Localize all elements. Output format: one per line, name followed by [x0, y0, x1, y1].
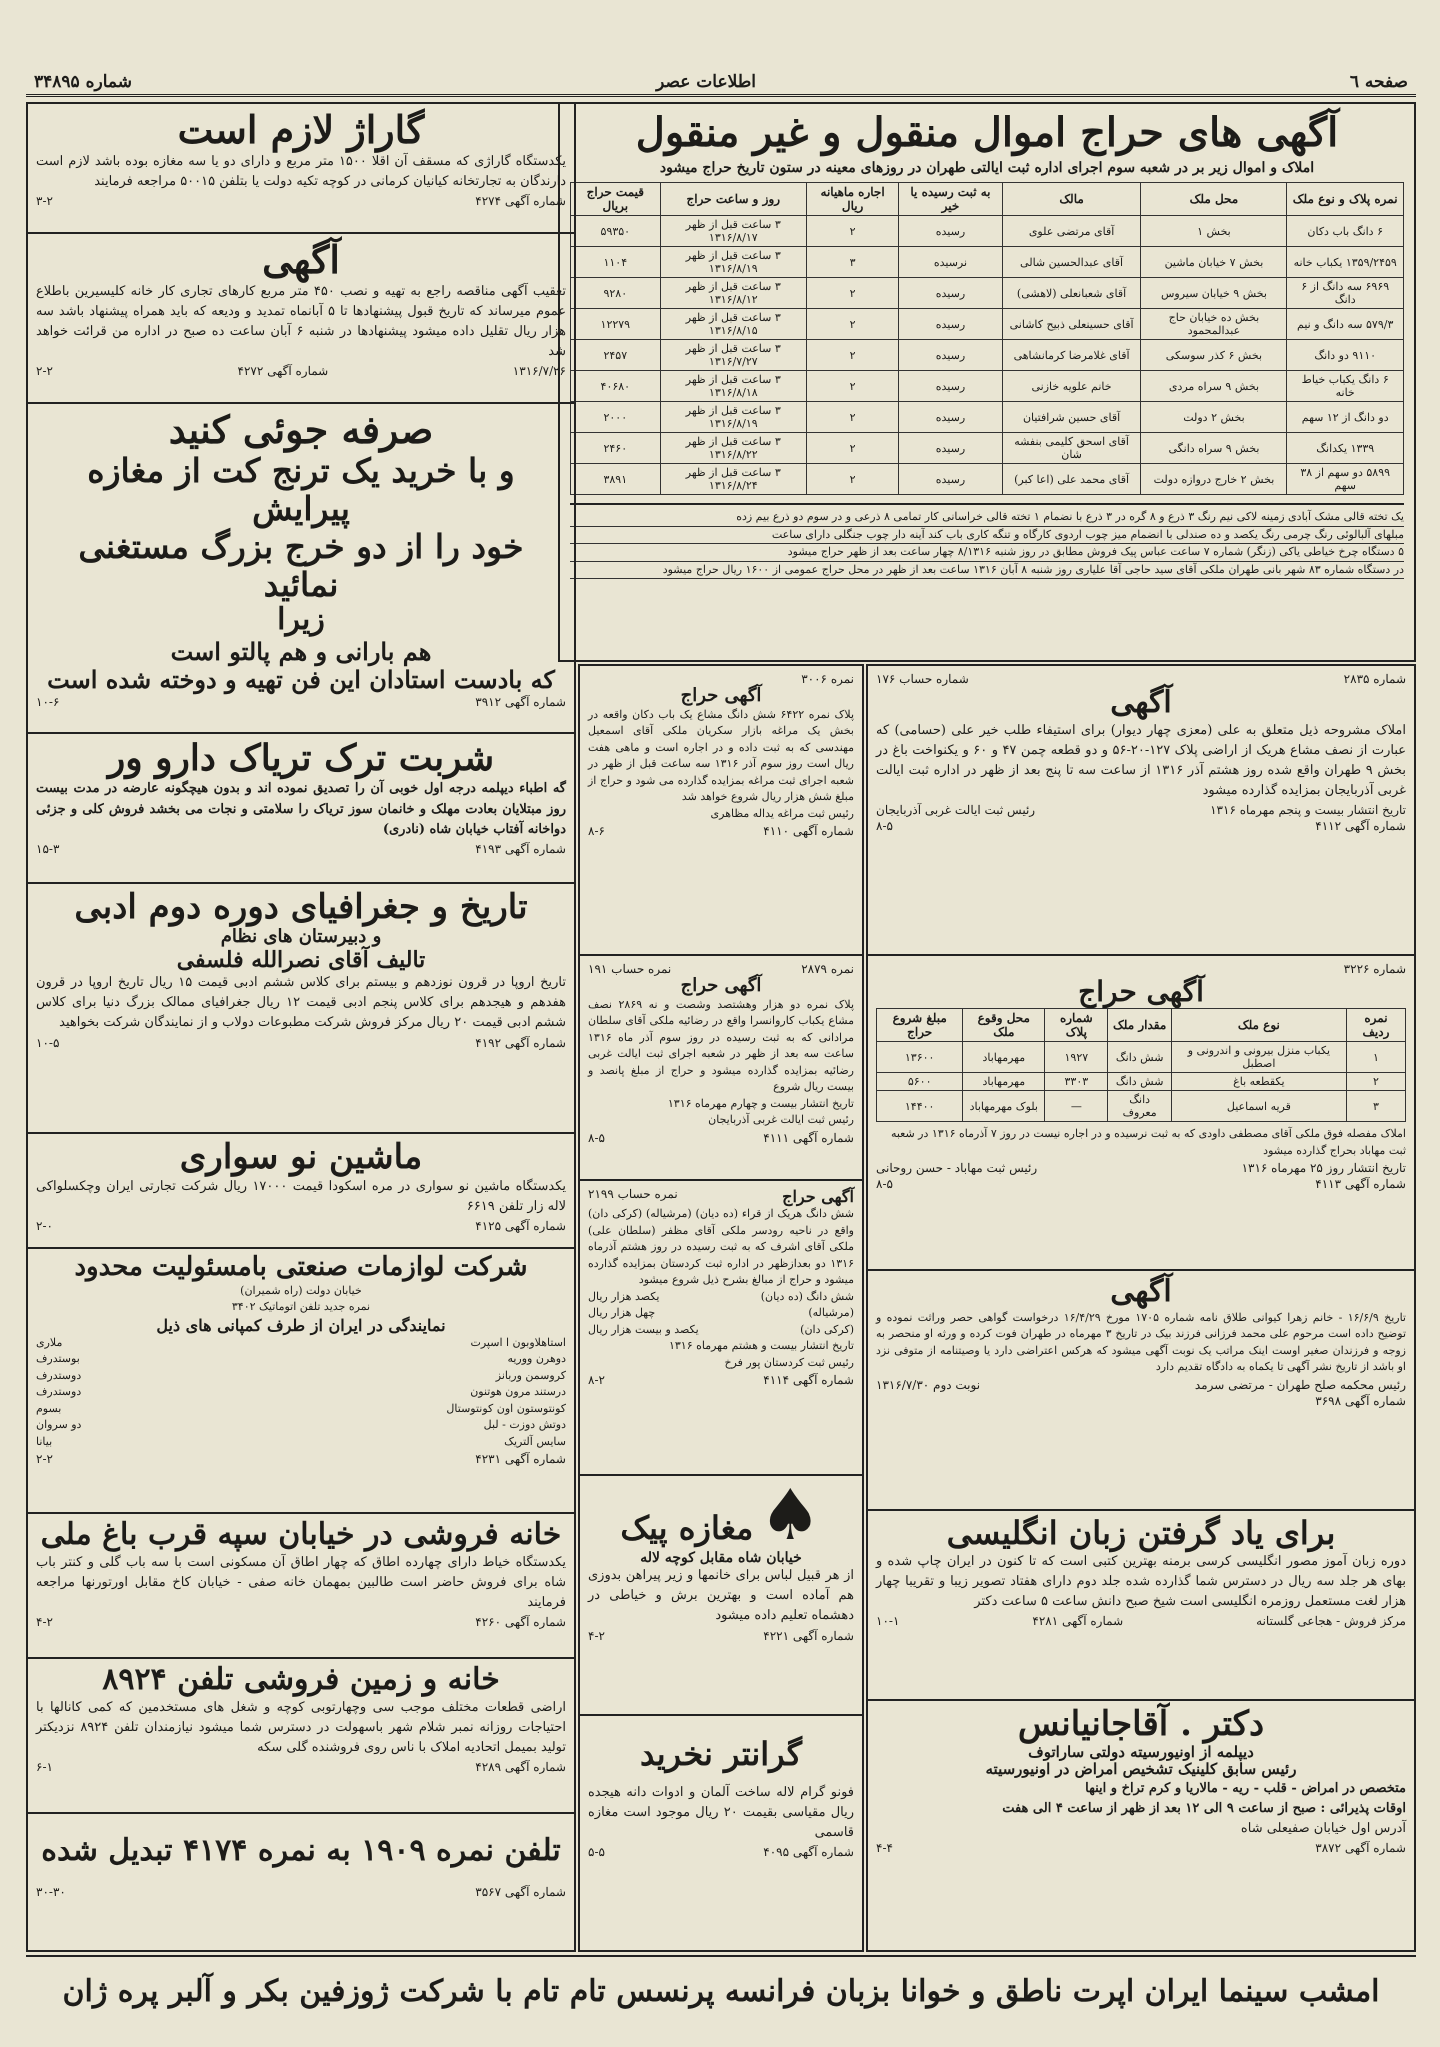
price-label: (مرشیاله) — [808, 1306, 854, 1319]
auction-cell: ۲ — [806, 402, 898, 433]
haraj-table-cell: یکباب منزل بیرونی و اندرونی و اصطبل — [1171, 1042, 1346, 1073]
car-code: ۲-۰ — [36, 1219, 53, 1234]
auction-cell: ۳ ساعت قبل از ظهر ۱۳۱۶/۸/۱۷ — [660, 216, 806, 247]
haraj-table-ad — [868, 956, 1414, 1271]
small-haraj3-body: شش دانگ هریک از قراء (ده دیان) (مرشیاله) (کرکی دان) واقع در ناحیه رودسر ملکی آقای مظفر (سلطان علی) ملکی آقای اشرف که به ثبت رسیده در روز هشتم آذرماه ۱۳۱۶ دو بعدازظهر در اداره ثبت کردستان بمزایده گذارده میشود و حراج از مبالغ بشرح ذیل شروع میشود — [588, 1207, 854, 1286]
agahi1-ad — [28, 234, 574, 404]
auction-row — [571, 309, 1404, 340]
haraj-table-cell: ۱۹۲۷ — [1045, 1042, 1108, 1073]
auction-row — [571, 216, 1404, 247]
sanati-item — [36, 1434, 566, 1451]
pike-header — [588, 1476, 854, 1556]
agahi1-body: تعقیب آگهی مناقصه راجع به تهیه و نصب ۴۵۰ متر مربع کارهای تجاری کار خانه کلیسیرین باطلاع عموم میرساند که تاریخ قبول پیشنهادها تا ۵ آبانماه تمدید و ودیعه که باید همراه پیشنهاد باشد سه هزار ریال تقلیل داده میشود پیشنهادها در شنبه ۶ آبان ساعت ده صبح در اداره من قرائت خواهد شد — [36, 283, 566, 360]
haraj-table-row — [877, 1073, 1406, 1091]
house-phone-code: ۶-۱ — [36, 1759, 53, 1774]
mid-agahi-code: ۸-۵ — [876, 819, 893, 834]
small-haraj1-signer: رئیس ثبت مراغه یداله مظاهری — [710, 806, 854, 820]
granter-ad-no: شماره آگهی ۴۰۹۵ — [763, 1845, 854, 1860]
sanati-item — [36, 1335, 566, 1352]
tel-change-title: تلفن نمره ۱۹۰۹ به نمره ۴۱۷۴ تبدیل شده — [41, 1833, 561, 1868]
price-value: چهل هزار ریال — [588, 1306, 656, 1319]
mid-agahi-body: املاک مشروحه ذیل متعلق به علی (معزی چهار دیوار) برای استیفاء طلب خیر علی (حسامی) که عبارت از نصف مشاع هریک از اراضی پلاک ۱۲۷-۲۰-۵۶ و دو قطعه چمن ۴۷ و ۶۰ و یکنواخت باغ در بخش ۹ طهران واقع شده روز هشتم آذر ۱۳۱۶ از ساعت سه تا پنج بعد از ظهر در اداره ثبت ایالت غربی آذربایجان بمزایده گذارده میشود — [876, 722, 1406, 798]
haraj-table-cell: ۳۳۰۳ — [1045, 1073, 1108, 1091]
auction-cell: خانم علویه خازنی — [1002, 371, 1141, 402]
auction-cell: آقای محمد علی (اعا کبر) — [1002, 464, 1141, 495]
garage-code: ۳-۲ — [36, 193, 53, 208]
haraj-table-code: ۸-۵ — [876, 1177, 893, 1192]
auction-header-cell: روز و ساعت حراج — [660, 183, 806, 216]
auction-cell: ۶ دانگ یکباب خیاط خانه — [1287, 371, 1404, 402]
sanati-ad — [28, 1249, 574, 1514]
small-haraj2-no: نمره ۲۸۷۹ — [801, 962, 854, 976]
agahi1-title: آگهی — [262, 237, 340, 282]
auction-cell: بخش ۲ دولت — [1141, 402, 1287, 433]
sharbat-ad — [28, 734, 574, 884]
agahi1-code: ۲-۲ — [36, 364, 53, 379]
sanati-item — [36, 1351, 566, 1368]
court-agahi-body: تاریخ ۱۶/۶/۹ - خانم زهرا کیوانی طلاق نامه شماره ۱۷۰۵ مورخ ۱۶/۴/۲۹ درخواست گواهی حصر وراثت نموده و توضیح داده است مرحوم علی محمد فرزانی فرزند بیک در تاریخ ۳ مهرماه در طهران فوت کرده و ورثه او منحصر به زوجه و فرزندان صغیر اوست اینک مراتب یک نوبت آگهی میشود که هرکس اعتراضی دارد یا وصیتنامه از متوفی نزد او باشد از تاریخ نشر آگهی تا یکماه به دادگاه تقدیم دارد — [876, 1310, 1407, 1373]
haraj-table-signer: رئیس ثبت مهاباد - حسن روحانی — [876, 1161, 1038, 1176]
mid-agahi-ad-no: شماره آگهی ۴۱۱۲ — [1315, 819, 1406, 834]
mid-agahi-no: شماره ۲۸۳۵ — [1343, 672, 1406, 686]
cinema-banner: امشب سینما ایران اپرت ناطق و خوانا بزبان فرانسه پرنسس تام تام با شرکت ژوزفین بکر و آلبر پره ژان — [26, 1955, 1416, 2027]
auction-header-cell: قیمت حراج بریال — [571, 183, 661, 216]
small-haraj2-body: پلاک نمره دو هزار وهشتصد وشصت و نه ۲۸۶۹ نصف مشاع یکباب کاروانسرا واقع در رضائیه ملکی آقای سلطان مرادانی که به ثبت رسیده در روز سوم آذر ماه ۱۳۱۶ ساعت سه بعد از ظهر در شعبه اجرای ثبت ایالت غربی رضائیه بمزایده گذارده میشود و حراج از مبلغ پانصد و بیست ریال شروع — [588, 997, 855, 1094]
house-sale-ad-no: شماره آگهی ۴۲۶۰ — [475, 1614, 566, 1629]
sanati-item-name: دوتش دوزت - لبل — [483, 1418, 566, 1432]
house-sale-title: خانه فروشی در خیابان سپه قرب باغ ملی — [40, 1517, 562, 1552]
auction-cell: ۲ — [806, 464, 898, 495]
sharbat-body: گه اطباء دیپلمه درجه اول خوبی آن را تصدیق نموده اند و بدون هیچگونه عارضه در مدت بیست روز مبتلایان بعادت مهلک و خانمان سوز تریاک را سلامتی و نجات می بخشد فروش کلی و جزئی دواخانه آفتاب خیابان شاه (نادری) — [36, 781, 566, 837]
auction-note: مبلهای آلبالوئی رنگ چرمی رنگ یکصد و ده صندلی با انضمام میز چوب اردوی کارگاه و تنگه کاری باب کند آینه دار چوب جنگلی دارای ساعت — [570, 527, 1404, 545]
auction-cell: ۹۱۱۰ دو دانگ — [1287, 340, 1404, 371]
auction-cell: بخش ۷ خیابان ماشین — [1141, 247, 1287, 278]
auction-note: یک تخته قالی مشک آبادی زمینه لاکی نیم رنگ ۳ ذرع و ۸ گره در ۳ ذرع با نضمام ۱ تخته قالی خراسانی کار تمامی ۸ ذرعی و در سوم دو ذرع بیم زده — [570, 509, 1404, 527]
haraj-table-cell: شش دانگ — [1108, 1073, 1171, 1091]
court-agahi-ad — [868, 1271, 1414, 1511]
spade-icon: ♠ — [758, 1476, 822, 1556]
auction-row — [571, 402, 1404, 433]
english-ad — [868, 1511, 1414, 1701]
doctor-line2: رئیس سابق کلینیک تشخیص امراض در اونیورسیته — [985, 1760, 1297, 1779]
doctor-code: ۴-۴ — [876, 1841, 893, 1856]
auction-cell: ۴۰۶۸۰ — [571, 371, 661, 402]
sanati-item-city: دوستدرف — [36, 1368, 82, 1382]
small-haraj3-title: آگهی حراج — [782, 1187, 854, 1206]
car-ad-no: شماره آگهی ۴۱۲۵ — [475, 1219, 566, 1234]
auction-cell: آقای حسینعلی ذبیح کاشانی — [1002, 309, 1141, 340]
auction-cell: بخش ۲ خارج دروازه دولت — [1141, 464, 1287, 495]
auction-cell: ۲ — [806, 433, 898, 464]
mid-agahi-title: آگهی — [1110, 685, 1172, 720]
auction-intro: املاک و اموال زیر بر در شعبه سوم اجرای اداره ثبت ایالتی طهران در روزهای معینه در ستون تاریخ حراج میشود — [659, 160, 1315, 176]
auction-cell: آقای مرتضی علوی — [1002, 216, 1141, 247]
doctor-line4: اوقات پذیرائی : صبح از ساعت ۹ الی ۱۲ بعد از ظهر از ساعت ۴ الی هفت — [1002, 1800, 1406, 1816]
house-phone-ad-no: شماره آگهی ۴۲۸۹ — [475, 1759, 566, 1774]
auction-cell: آقای شعبانعلی (لاهشی) — [1002, 278, 1141, 309]
haraj-table-cell: مهرمهاباد — [963, 1042, 1045, 1073]
small-haraj2-code: ۸-۵ — [588, 1130, 605, 1145]
auction-cell: ۲۴۶۰ — [571, 433, 661, 464]
auction-cell: ۱۱۰۴ — [571, 247, 661, 278]
sanati-agency: نمایندگی در ایران از طرف کمپانی های ذیل — [156, 1315, 446, 1335]
sanati-code: ۲-۲ — [36, 1452, 53, 1467]
doctor-line3: متخصص در امراض - قلب - ریه - مالاریا و کرم تراخ و اینها — [1085, 1780, 1406, 1796]
auction-header-cell: محل ملک — [1141, 183, 1287, 216]
sanati-item-name: سایس آلتریک — [504, 1434, 566, 1448]
house-sale-body: یکدستگاه خیاط دارای چهارده اطاق که چهار اطاق آن مسکونی است با سه باب گلی و کنتر باب شاه برای فروش حاضر است طالبین بمهمان خانه صفی - خیابان کاخ مقابل اورتورنها مراجعه فرمایند — [36, 1554, 566, 1610]
auction-cell: ۲ — [806, 340, 898, 371]
torang-line5: هم بارانی و هم پالتو است — [170, 636, 432, 666]
pike-ad-no: شماره آگهی ۴۲۲۱ — [763, 1628, 854, 1643]
auction-cell: ۳۸۹۱ — [571, 464, 661, 495]
garage-ad — [28, 104, 574, 234]
auction-row — [571, 247, 1404, 278]
auction-cell: ۱۲۲۷۹ — [571, 309, 661, 340]
auction-header-cell: اجاره ماهیانه ریال — [806, 183, 898, 216]
doctor-ad-no: شماره آگهی ۳۸۷۲ — [1315, 1841, 1406, 1856]
small-haraj3-account: نمره حساب ۲۱۹۹ — [588, 1187, 678, 1201]
haraj-table-body: املاک مفصله فوق ملکی آقای مصطفی داودی که به ثبت نرسیده و در اجاره نیست در روز ۷ آذرماه ۱۳۱۶ در شعبه ثبت مهاباد بحراج گذارده میشود — [890, 1127, 1406, 1157]
pike-body: از هر قبیل لباس برای خانمها و زیر پیراهن بدوزی هم آماده است و بهترین برش و خیاطی در دهشماه تعلیم داده میشود — [588, 1568, 854, 1624]
house-phone-body: اراضی قطعات مختلف موجب سی وچهارتوبی کوچه و شغل های مستخدمین که کمی کانالها با احتیاجات روزانه نمبر شلام شهر باسهولت در دسترس شما میشود نیازمندان تلفن ۸۹۲۴ نزدیکتر تولید بمیمل اتحادیه املاک با ناس روی فروشنده گلی سکه — [36, 1699, 566, 1755]
sanati-item-name: کروسمن وربانز — [495, 1368, 566, 1382]
doctor-line5: آدرس اول خیابان صفیعلی شاه — [1240, 1820, 1406, 1836]
small-haraj2-ad-no: شماره آگهی ۴۱۱۱ — [763, 1130, 854, 1145]
auction-cell: بخش ۹ سراه مردی — [1141, 371, 1287, 402]
auction-row — [571, 340, 1404, 371]
small-haraj2-date: تاریخ انتشار بیست و چهارم مهرماه ۱۳۱۶ — [667, 1096, 854, 1110]
auction-cell: آقای اسحق کلیمی بنفشه شان — [1002, 433, 1141, 464]
sanati-item — [36, 1417, 566, 1434]
doctor-title: دکتر . آقاجانیانس — [1017, 1704, 1265, 1744]
sharbat-ad-no: شماره آگهی ۴۱۹۳ — [475, 841, 566, 856]
small-haraj1-ad — [580, 666, 862, 956]
torang-line1: صرفه جوئی کنید — [168, 407, 434, 452]
english-seller: مرکز فروش - هجاعی گلستانه — [1256, 1614, 1406, 1629]
torang-line6: که بادست استادان این فن تهیه و دوخته شده است — [47, 664, 555, 694]
car-title: ماشین نو سواری — [179, 1137, 423, 1177]
paper-name: اطلاعات عصر — [656, 72, 756, 92]
haraj-table-cell: مهرمهاباد — [963, 1073, 1045, 1091]
haraj-table-row — [877, 1091, 1406, 1122]
court-agahi-date: نوبت دوم ۱۳۱۶/۷/۳۰ — [876, 1377, 981, 1392]
auction-cell: ۲ — [806, 309, 898, 340]
auction-cell: ۳ ساعت قبل از ظهر ۱۳۱۶/۷/۲۷ — [660, 340, 806, 371]
small-haraj1-code: ۸-۶ — [588, 824, 605, 839]
granter-ad — [580, 1716, 862, 1950]
auction-cell: ۲ — [806, 278, 898, 309]
auction-cell: ۳ ساعت قبل از ظهر ۱۳۱۶/۸/۱۹ — [660, 247, 806, 278]
small-haraj3-ad — [580, 1181, 862, 1476]
auction-cell: بخش ۹ خیابان سیروس — [1141, 278, 1287, 309]
auction-cell: بخش ۱ — [1141, 216, 1287, 247]
haraj-table-header-cell: نوع ملک — [1171, 1009, 1346, 1042]
auction-cell: رسیده — [899, 464, 1002, 495]
car-body: یکدستگاه ماشین نو سواری در مره اسکودا قیمت ۱۷۰۰۰ ریال شرکت تجارتی ایران وچکسلواکی لاله زار تلفن ۶۶۱۹ — [36, 1179, 566, 1215]
torang-ad — [28, 404, 574, 734]
garage-title: گاراژ لازم است — [177, 107, 425, 152]
sanati-title: شرکت لوازمات صنعتی بامسئولیت محدود — [74, 1252, 528, 1282]
haraj-table — [876, 1008, 1406, 1122]
haraj-table-header-cell: شماره پلاک — [1045, 1009, 1108, 1042]
haraj-table-header-cell: مبلغ شروع حراج — [877, 1009, 963, 1042]
auction-cell: ۵۸۹۹ دو سهم از ۳۸ سهم — [1287, 464, 1404, 495]
haraj-table-cell: یکقطعه باغ — [1171, 1073, 1346, 1091]
auction-cell: بخش ده خیابان حاج عبدالمحمود — [1141, 309, 1287, 340]
haraj-table-cell: شش دانگ — [1108, 1042, 1171, 1073]
small-haraj1-ad-no: شماره آگهی ۴۱۱۰ — [763, 824, 854, 839]
mid-agahi-signer: رئیس ثبت ایالت غربی آذربایجان — [876, 803, 1036, 818]
auction-cell: ۳ ساعت قبل از ظهر ۱۳۱۶/۸/۱۲ — [660, 278, 806, 309]
sanati-item — [36, 1384, 566, 1401]
auction-note: در دستگاه شماره ۸۳ شهر بانی طهران ملکی آقای سید حاجی آقا علیاری روز شنبه ۸ آبان ۱۳۱۶ ساعت بعد از ظهر در محل حراج عمومی از ۱۶۰۰ ریال حراج میشود — [570, 562, 1404, 580]
auction-cell: ۵۷۹/۳ سه دانگ و نیم — [1287, 309, 1404, 340]
sanati-items — [36, 1335, 566, 1451]
sanati-address: خیابان دولت (راه شمیران) — [240, 1283, 362, 1297]
car-ad — [28, 1134, 574, 1249]
auction-cell: رسیده — [899, 433, 1002, 464]
haraj-table-cell: ۱۴۴۰۰ — [877, 1091, 963, 1122]
page-header — [26, 72, 1416, 97]
sanati-item-name: کونتوستون اون کونتوستال — [446, 1401, 566, 1415]
mid-agahi-account: شماره حساب ۱۷۶ — [876, 672, 969, 686]
granter-title: گرانتر نخرید — [639, 1735, 803, 1773]
auction-cell: آقای حسین شرافتیان — [1002, 402, 1141, 433]
history-author: تالیف آقای نصرالله فلسفی — [176, 946, 426, 973]
haraj-table-date: تاریخ انتشار روز ۲۵ مهرماه ۱۳۱۶ — [1241, 1161, 1406, 1176]
haraj-table-row — [877, 1042, 1406, 1073]
house-sale-code: ۴-۲ — [36, 1614, 53, 1629]
auction-cell: ۲۰۰۰ — [571, 402, 661, 433]
auction-cell: آقای غلامرضا کرمانشاهی — [1002, 340, 1141, 371]
auction-cell: رسیده — [899, 340, 1002, 371]
auction-table — [570, 182, 1404, 495]
history-ad — [28, 884, 574, 1134]
haraj-table-cell: ۱ — [1346, 1042, 1405, 1073]
small-haraj1-body: پلاک نمره ۶۴۲۲ شش دانگ مشاع یک باب دکان واقعه در بخش یک مراغه بازار سکریان ملکی آقای اسمعیل مهندسی که به ثبت داده و در اجاره است و ماهی هفت ریال است روز سوم آذر ۱۳۱۶ سه ساعت قبل از ظهر در شعبه اجرای ثبت مراغه بمزایده گذارده می شود و حراج از مبلغ شش هزار ریال شروع خواهد شد — [588, 707, 855, 804]
small-haraj3-code: ۸-۲ — [588, 1373, 605, 1387]
auction-cell: ۳ — [806, 247, 898, 278]
small-haraj1-no: نمره ۳۰۰۶ — [801, 672, 854, 686]
haraj-table-no: شماره ۳۲۲۶ — [1343, 962, 1406, 976]
auction-cell: ۳ ساعت قبل از ظهر ۱۳۱۶/۸/۱۵ — [660, 309, 806, 340]
auction-row — [571, 278, 1404, 309]
tel-change-code: ۳۰-۳۰ — [36, 1884, 66, 1899]
english-body: دوره زبان آموز مصور انگلیسی کرسی برمنه بهترین کتبی است که تا کنون در ایران چاپ شده و بهای هر جلد سه ریال در دسترس شما گذارده شده جلد دوم دارای هفتاد تصویر زیبا و تقریبا چهار هزار لغت مستعمل روزمره انگلیسی است شیخ صبح دانش ساعت ۵ ساعت دکتر — [876, 1553, 1406, 1610]
sharbat-title: شربت ترک تریاک دارو ور — [107, 737, 495, 779]
haraj-table-cell: ۵۶۰۰ — [877, 1073, 963, 1091]
small-haraj3-ad-no: شماره آگهی ۴۱۱۴ — [763, 1373, 854, 1387]
auction-cell: ۵۹۳۵۰ — [571, 216, 661, 247]
small-haraj2-ad — [580, 956, 862, 1181]
sanati-phone: نمره جدید تلفن اتوماتیک ۳۴۰۲ — [231, 1300, 371, 1314]
history-ad-no: شماره آگهی ۴۱۹۲ — [475, 1035, 566, 1050]
auction-cell: ۶۹۶۹ سه دانگ از ۶ دانگ — [1287, 278, 1404, 309]
granter-code: ۵-۵ — [588, 1845, 605, 1860]
sharbat-code: ۱۵-۳ — [36, 841, 60, 856]
middle-column — [578, 664, 864, 1952]
auction-cell: رسیده — [899, 216, 1002, 247]
small-haraj2-signer: رئیس ثبت ایالت غربی آذربایجان — [708, 1113, 854, 1127]
sanati-item-name: دوهرن ووریه — [507, 1352, 566, 1366]
haraj-table-header-cell: مقدار ملک — [1108, 1009, 1171, 1042]
auction-cell: ۳ ساعت قبل از ظهر ۱۳۱۶/۸/۲۲ — [660, 433, 806, 464]
haraj-table-cell: قریه اسماعیل — [1171, 1091, 1346, 1122]
small-haraj3-date: تاریخ انتشار بیست و هشتم مهرماه ۱۳۱۶ — [668, 1339, 854, 1352]
pike-ad — [580, 1476, 862, 1716]
sanati-item — [36, 1368, 566, 1385]
auction-cell: رسیده — [899, 309, 1002, 340]
small-haraj3-signer: رئیس ثبت کردستان پور فرخ — [724, 1355, 854, 1369]
sanati-item-city: دو سروان — [36, 1418, 82, 1432]
left-column — [26, 102, 576, 1952]
auction-cell: دو دانگ از ۱۲ سهم — [1287, 402, 1404, 433]
price-row — [588, 1289, 854, 1306]
small-haraj1-title: آگهی حراج — [680, 685, 762, 706]
haraj-table-cell: بلوک مهرمهاباد — [963, 1091, 1045, 1122]
price-value: یکصد هزار ریال — [588, 1289, 660, 1303]
torang-line3: خود را از دو خرج بزرگ مستغنی نمائید — [78, 526, 524, 604]
auction-cell: ۲ — [806, 216, 898, 247]
garage-body: یکدستگاه گاراژی که مسقف آن اقلا ۱۵۰۰ متر مربع و دارای دو یا سه مغازه بوده باشد لازم است دارندگان به تجارتخانه کیانیان کرمانی در کوچه تکیه دولت یا بتلفن ۵۰۰۱۵ مراجعه فرمایند — [36, 153, 566, 189]
sanati-item-city: دوستدرف — [36, 1385, 82, 1399]
sanati-ad-no: شماره آگهی ۴۲۳۱ — [475, 1452, 566, 1467]
house-phone-title: خانه و زمین فروشی تلفن ۸۹۲۴ — [102, 1662, 500, 1697]
history-body: تاریخ اروپا در قرون نوزدهم و بیستم برای کلاس ششم ادبی قیمت ۱۵ ریال تاریخ اروپا در قرون هفدهم و هیجدهم برای کلاس پنجم ادبی قیمت ۱۲ ریال جغرافیای ممالک بزرگ دنیا برای کلاس ششم ادبی قیمت ۲۰ ریال مرکز فروش شرکت مطبوعات دولاب و از نمایندگان شرکت بخواهید — [36, 975, 567, 1031]
page-number: صفحه ٦ — [1349, 72, 1408, 92]
auction-cell: بخش ۶ کذر سوسکی — [1141, 340, 1287, 371]
auction-cell: رسیده — [899, 371, 1002, 402]
tel-change-ad-no: شماره آگهی ۳۵۶۷ — [475, 1884, 566, 1899]
auction-cell: رسیده — [899, 278, 1002, 309]
auction-cell: ۱۳۵۹/۲۴۵۹ یکباب خانه — [1287, 247, 1404, 278]
house-phone-ad — [28, 1659, 574, 1814]
torang-line2: و با خرید یک ترنج کت از مغازه پیرایش — [87, 450, 515, 528]
haraj-table-cell: ۳ — [1346, 1091, 1405, 1122]
auction-cell: ۲ — [806, 371, 898, 402]
sanati-item — [36, 1401, 566, 1418]
sanati-item-city: ملاری — [36, 1335, 63, 1349]
auction-section — [558, 102, 1416, 662]
doctor-ad — [868, 1701, 1414, 1950]
auction-cell: ۳ ساعت قبل از ظهر ۱۳۱۶/۸/۲۴ — [660, 464, 806, 495]
auction-cell: ۳ ساعت قبل از ظهر ۱۳۱۶/۸/۱۸ — [660, 371, 806, 402]
auction-header-cell: مالک — [1002, 183, 1141, 216]
haraj-table-title: آگهی حراج — [1078, 975, 1204, 1008]
price-value: یکصد و بیست هزار ریال — [588, 1322, 699, 1336]
house-sale-ad — [28, 1514, 574, 1659]
doctor-line1: دیپلمه از اونیورسیته دولتی ساراتوف — [1028, 1743, 1254, 1762]
haraj-table-cell: ۲ — [1346, 1073, 1405, 1091]
history-subtitle: و دبیرستان های نظام — [220, 926, 382, 948]
torang-line4: زیرا — [277, 602, 325, 638]
auction-row — [571, 464, 1404, 495]
auction-cell: آقای عبدالحسین شالی — [1002, 247, 1141, 278]
mid-agahi-date: تاریخ انتشار بیست و پنجم مهرماه ۱۳۱۶ — [1210, 803, 1406, 818]
auction-cell: ۳ ساعت قبل از ظهر ۱۳۱۶/۸/۱۹ — [660, 402, 806, 433]
agahi1-date: ۱۳۱۶/۷/۲۶ — [512, 364, 566, 379]
issue-number: شماره ۳۴۸۹۵ — [34, 72, 132, 92]
haraj-table-cell: دانگ معروف — [1108, 1091, 1171, 1122]
auction-title: آگهی های حراج اموال منقول و غیر منقول — [635, 109, 1339, 156]
pike-address: خیابان شاه مقابل کوچه لاله — [640, 1550, 802, 1566]
pike-title: مغازه پیک — [620, 1509, 754, 1547]
pike-code: ۴-۲ — [588, 1628, 605, 1643]
small-haraj2-title: آگهی حراج — [680, 975, 762, 996]
haraj-table-cell: — — [1045, 1091, 1108, 1122]
haraj-table-header-cell: محل وقوع ملک — [963, 1009, 1045, 1042]
right-lower-column — [866, 664, 1416, 1952]
price-row — [588, 1305, 854, 1322]
haraj-table-header-cell: نمره ردیف — [1346, 1009, 1405, 1042]
auction-note: ۵ دستگاه چرخ خیاطی یاکی (زنگر) شماره ۷ ساعت عباس پیک فروش مطابق در روز شنبه ۸/۱۳۱۶ چهار ساعت بعد از ظهر حراج میشود — [570, 544, 1404, 562]
auction-cell: ۹۲۸۰ — [571, 278, 661, 309]
auction-cell: رسیده — [899, 402, 1002, 433]
sanati-item-name: استاهلاوبون ا اسپرت — [470, 1335, 566, 1349]
sanati-item-city: بوستدرف — [36, 1352, 80, 1366]
auction-cell: نرسیده — [899, 247, 1002, 278]
court-agahi-title: آگهی — [1110, 1274, 1172, 1309]
auction-cell: ۶ دانگ باب دکان — [1287, 216, 1404, 247]
english-title: برای یاد گرفتن زبان انگلیسی — [946, 1514, 1336, 1552]
auction-cell: ۲۴۵۷ — [571, 340, 661, 371]
haraj-table-cell: ۱۳۶۰۰ — [877, 1042, 963, 1073]
court-agahi-signer: رئیس محکمه صلح طهران - مرتضی سرمد — [1194, 1377, 1406, 1392]
price-row — [588, 1322, 854, 1339]
auction-notes — [570, 503, 1404, 579]
mid-agahi-ad — [868, 666, 1414, 956]
auction-row — [571, 371, 1404, 402]
garage-ad-no: شماره آگهی ۴۲۷۴ — [475, 193, 566, 208]
auction-header-cell: نمره پلاک و نوع ملک — [1287, 183, 1404, 216]
auction-row — [571, 433, 1404, 464]
agahi1-ad-no: شماره آگهی ۴۲۷۲ — [237, 364, 329, 379]
auction-cell: ۱۳۳۹ یکدانگ — [1287, 433, 1404, 464]
haraj-table-ad-no: شماره آگهی ۴۱۱۳ — [1315, 1177, 1406, 1192]
tel-change-ad — [28, 1814, 574, 1950]
english-code: ۱۰-۱ — [876, 1614, 900, 1629]
sanati-item-city: بیانا — [36, 1434, 53, 1448]
torang-ad-no: شماره آگهی ۳۹۱۲ — [475, 695, 566, 710]
small-haraj3-prices — [588, 1289, 854, 1339]
english-ad-no: شماره آگهی ۴۲۸۱ — [1032, 1614, 1124, 1629]
granter-body: فونو گرام لاله ساخت آلمان و ادوات دانه هیجده ریال مقیاسی بقیمت ۲۰ ریال موجود است مغازه قاسمی — [588, 1784, 855, 1841]
history-code: ۱۰-۵ — [36, 1035, 60, 1050]
price-label: (کرکی دان) — [800, 1322, 854, 1336]
sanati-item-name: درستند مرون هوتنون — [470, 1385, 566, 1399]
torang-code: ۱۰-۶ — [36, 695, 60, 710]
court-agahi-ad-no: شماره آگهی ۳۶۹۸ — [1315, 1393, 1406, 1408]
price-label: شش دانگ (ده دیان) — [760, 1289, 854, 1303]
sanati-item-city: بسوم — [36, 1401, 62, 1415]
small-haraj2-account: نمره حساب ۱۹۱ — [588, 962, 672, 976]
history-title: تاریخ و جغرافیای دوره دوم ادبی — [74, 887, 528, 927]
auction-header-cell: به ثبت رسیده یا خیر — [899, 183, 1002, 216]
auction-cell: بخش ۹ سراه دانگی — [1141, 433, 1287, 464]
